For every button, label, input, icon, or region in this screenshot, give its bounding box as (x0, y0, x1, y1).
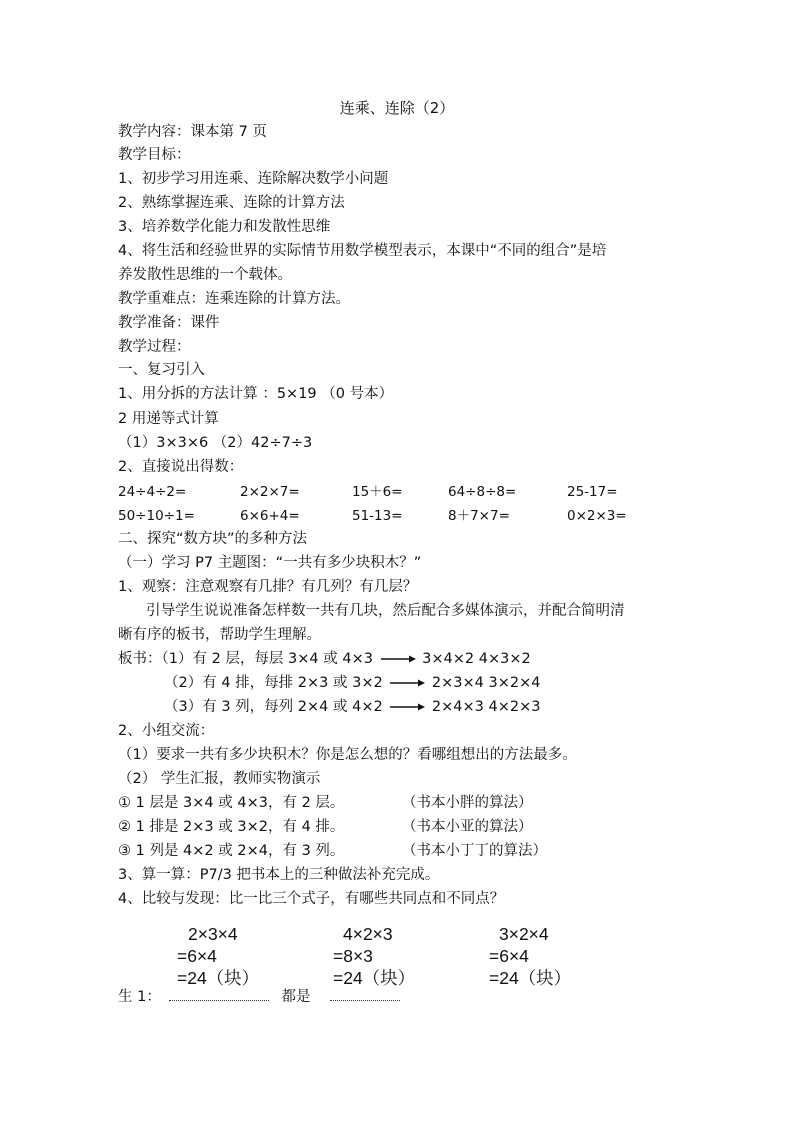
mental-math-cell: 25-17= (567, 484, 618, 500)
equation-2-line-3: =24（块） (333, 968, 416, 988)
observe-step: 1、观察：注意观察有几排？有几列？有几层？ (118, 579, 418, 595)
equation-1-line-1: 2×3×4 (188, 924, 238, 944)
equation-2-line-1: 4×2×3 (343, 924, 393, 944)
board-3-expressions: 2×4×3 4×2×3 (431, 699, 541, 715)
guide-line-1: 引导学生说说准备怎样数一共有几块，然后配合多媒体演示，并配合简明清 (146, 603, 625, 619)
group-question-1: （1）要求一共有多少块积木？你是怎么想的？看哪组想出的方法最多。 (118, 747, 577, 763)
board-line-2 (164, 672, 540, 694)
report-3-text: ③ 1 列是 4×2 或 2×4，有 3 列。 (118, 843, 345, 859)
goal-4-line-1: 4、将生活和经验世界的实际情节用数学模型表示，本课中“不同的组合”是培 (118, 243, 607, 259)
mental-math-cell: 0×2×3= (567, 508, 627, 524)
student-answer-line (118, 985, 400, 1006)
mental-math-cell: 6×6+4= (240, 508, 300, 524)
key-points: 教学重难点：连乘连除的计算方法。 (118, 291, 350, 307)
group-discussion: 2、小组交流： (118, 723, 215, 739)
report-1 (118, 792, 678, 814)
mental-math-cell: 2×2×7= (240, 484, 300, 500)
mental-math-cell: 24÷4÷2= (118, 484, 187, 500)
board-label: 板书： (118, 651, 162, 667)
report-3-note: （书本小丁丁的算法） (402, 843, 547, 859)
review-item-1: 1、用分拆的方法计算 ：5×19 （0 号本） (118, 386, 394, 402)
equation-1-line-2: =6×4 (177, 946, 217, 966)
right-arrow-icon (388, 702, 426, 712)
goals-label: 教学目标： (118, 147, 191, 163)
answer-blank (169, 990, 269, 1001)
section-2-sub-heading: （一）学习 P7 主题图：“一共有多少块积木？” (118, 555, 422, 571)
goal-3: 3、培养数学化能力和发散性思维 (118, 219, 331, 235)
student-mid-text: 都是 (281, 989, 311, 1005)
board-2-condition: （2）有 4 排，每排 2×3 或 3×2 (164, 675, 383, 691)
report-2 (118, 816, 678, 838)
preparation: 教学准备：课件 (118, 315, 220, 331)
equation-1-line-3: =24（块） (177, 968, 260, 988)
board-2-expressions: 2×3×4 3×2×4 (431, 675, 541, 691)
group-question-2: （2） 学生汇报，教师实物演示 (118, 771, 321, 787)
mental-math-cell: 50÷10÷1= (118, 508, 195, 524)
process-label: 教学过程： (118, 339, 191, 355)
mental-math-row-2 (118, 505, 678, 527)
mental-math-cell: 64÷8÷8= (448, 484, 517, 500)
mental-math-row-1 (118, 481, 678, 503)
answer-blank (330, 990, 400, 1001)
page-title: 连乘、连除（2） (339, 99, 455, 117)
review-item-2-questions: （1）3×3×6 （2）42÷7÷3 (118, 435, 313, 451)
review-item-2: 2 用递等式计算 (118, 411, 219, 427)
calc-step: 3、算一算：P7/3 把书本上的三种做法补充完成。 (118, 867, 440, 883)
report-1-text: ① 1 层是 3×4 或 4×3，有 2 层。 (118, 795, 345, 811)
goal-1: 1、初步学习用连乘、连除解决数学小问题 (118, 171, 389, 187)
report-2-note: （书本小亚的算法） (402, 819, 533, 835)
report-1-note: （书本小胖的算法） (402, 795, 533, 811)
report-2-text: ② 1 排是 2×3 或 3×2，有 4 排。 (118, 819, 345, 835)
mental-math-cell: 8＋7×7= (448, 508, 510, 524)
goal-2: 2、熟练掌握连乘、连除的计算方法 (118, 195, 345, 211)
board-line-1 (118, 648, 531, 670)
mental-math-cell: 15＋6= (352, 484, 403, 500)
board-line-3 (164, 696, 540, 718)
right-arrow-icon (379, 654, 417, 664)
teaching-content: 教学内容：课本第 7 页 (118, 124, 267, 140)
section-2-heading: 二、探究“数方块”的多种方法 (118, 531, 308, 547)
board-1-expressions: 3×4×2 4×3×2 (422, 651, 531, 667)
board-3-condition: （3）有 3 列，每列 2×4 或 4×2 (164, 699, 383, 715)
goal-4-line-2: 养发散性思维的一个载体。 (118, 267, 292, 283)
guide-line-2: 晰有序的板书，帮助学生理解。 (118, 627, 321, 643)
right-arrow-icon (388, 678, 426, 688)
equation-3-line-1: 3×2×4 (499, 924, 549, 944)
report-3 (118, 840, 678, 862)
equation-3-line-3: =24（块） (489, 968, 572, 988)
compare-step: 4、比较与发现：比一比三个式子，有哪些共同点和不同点？ (118, 891, 505, 907)
board-1-condition: （1）有 2 层，每层 3×4 或 4×3 (161, 651, 373, 667)
student-label: 生 1： (118, 989, 161, 1005)
review-item-3: 2、直接说出得数： (118, 459, 244, 475)
equation-3-line-2: =6×4 (489, 946, 529, 966)
section-1-heading: 一、复习引入 (118, 362, 205, 378)
mental-math-cell: 51-13= (352, 508, 403, 524)
equation-2-line-2: =8×3 (333, 946, 373, 966)
